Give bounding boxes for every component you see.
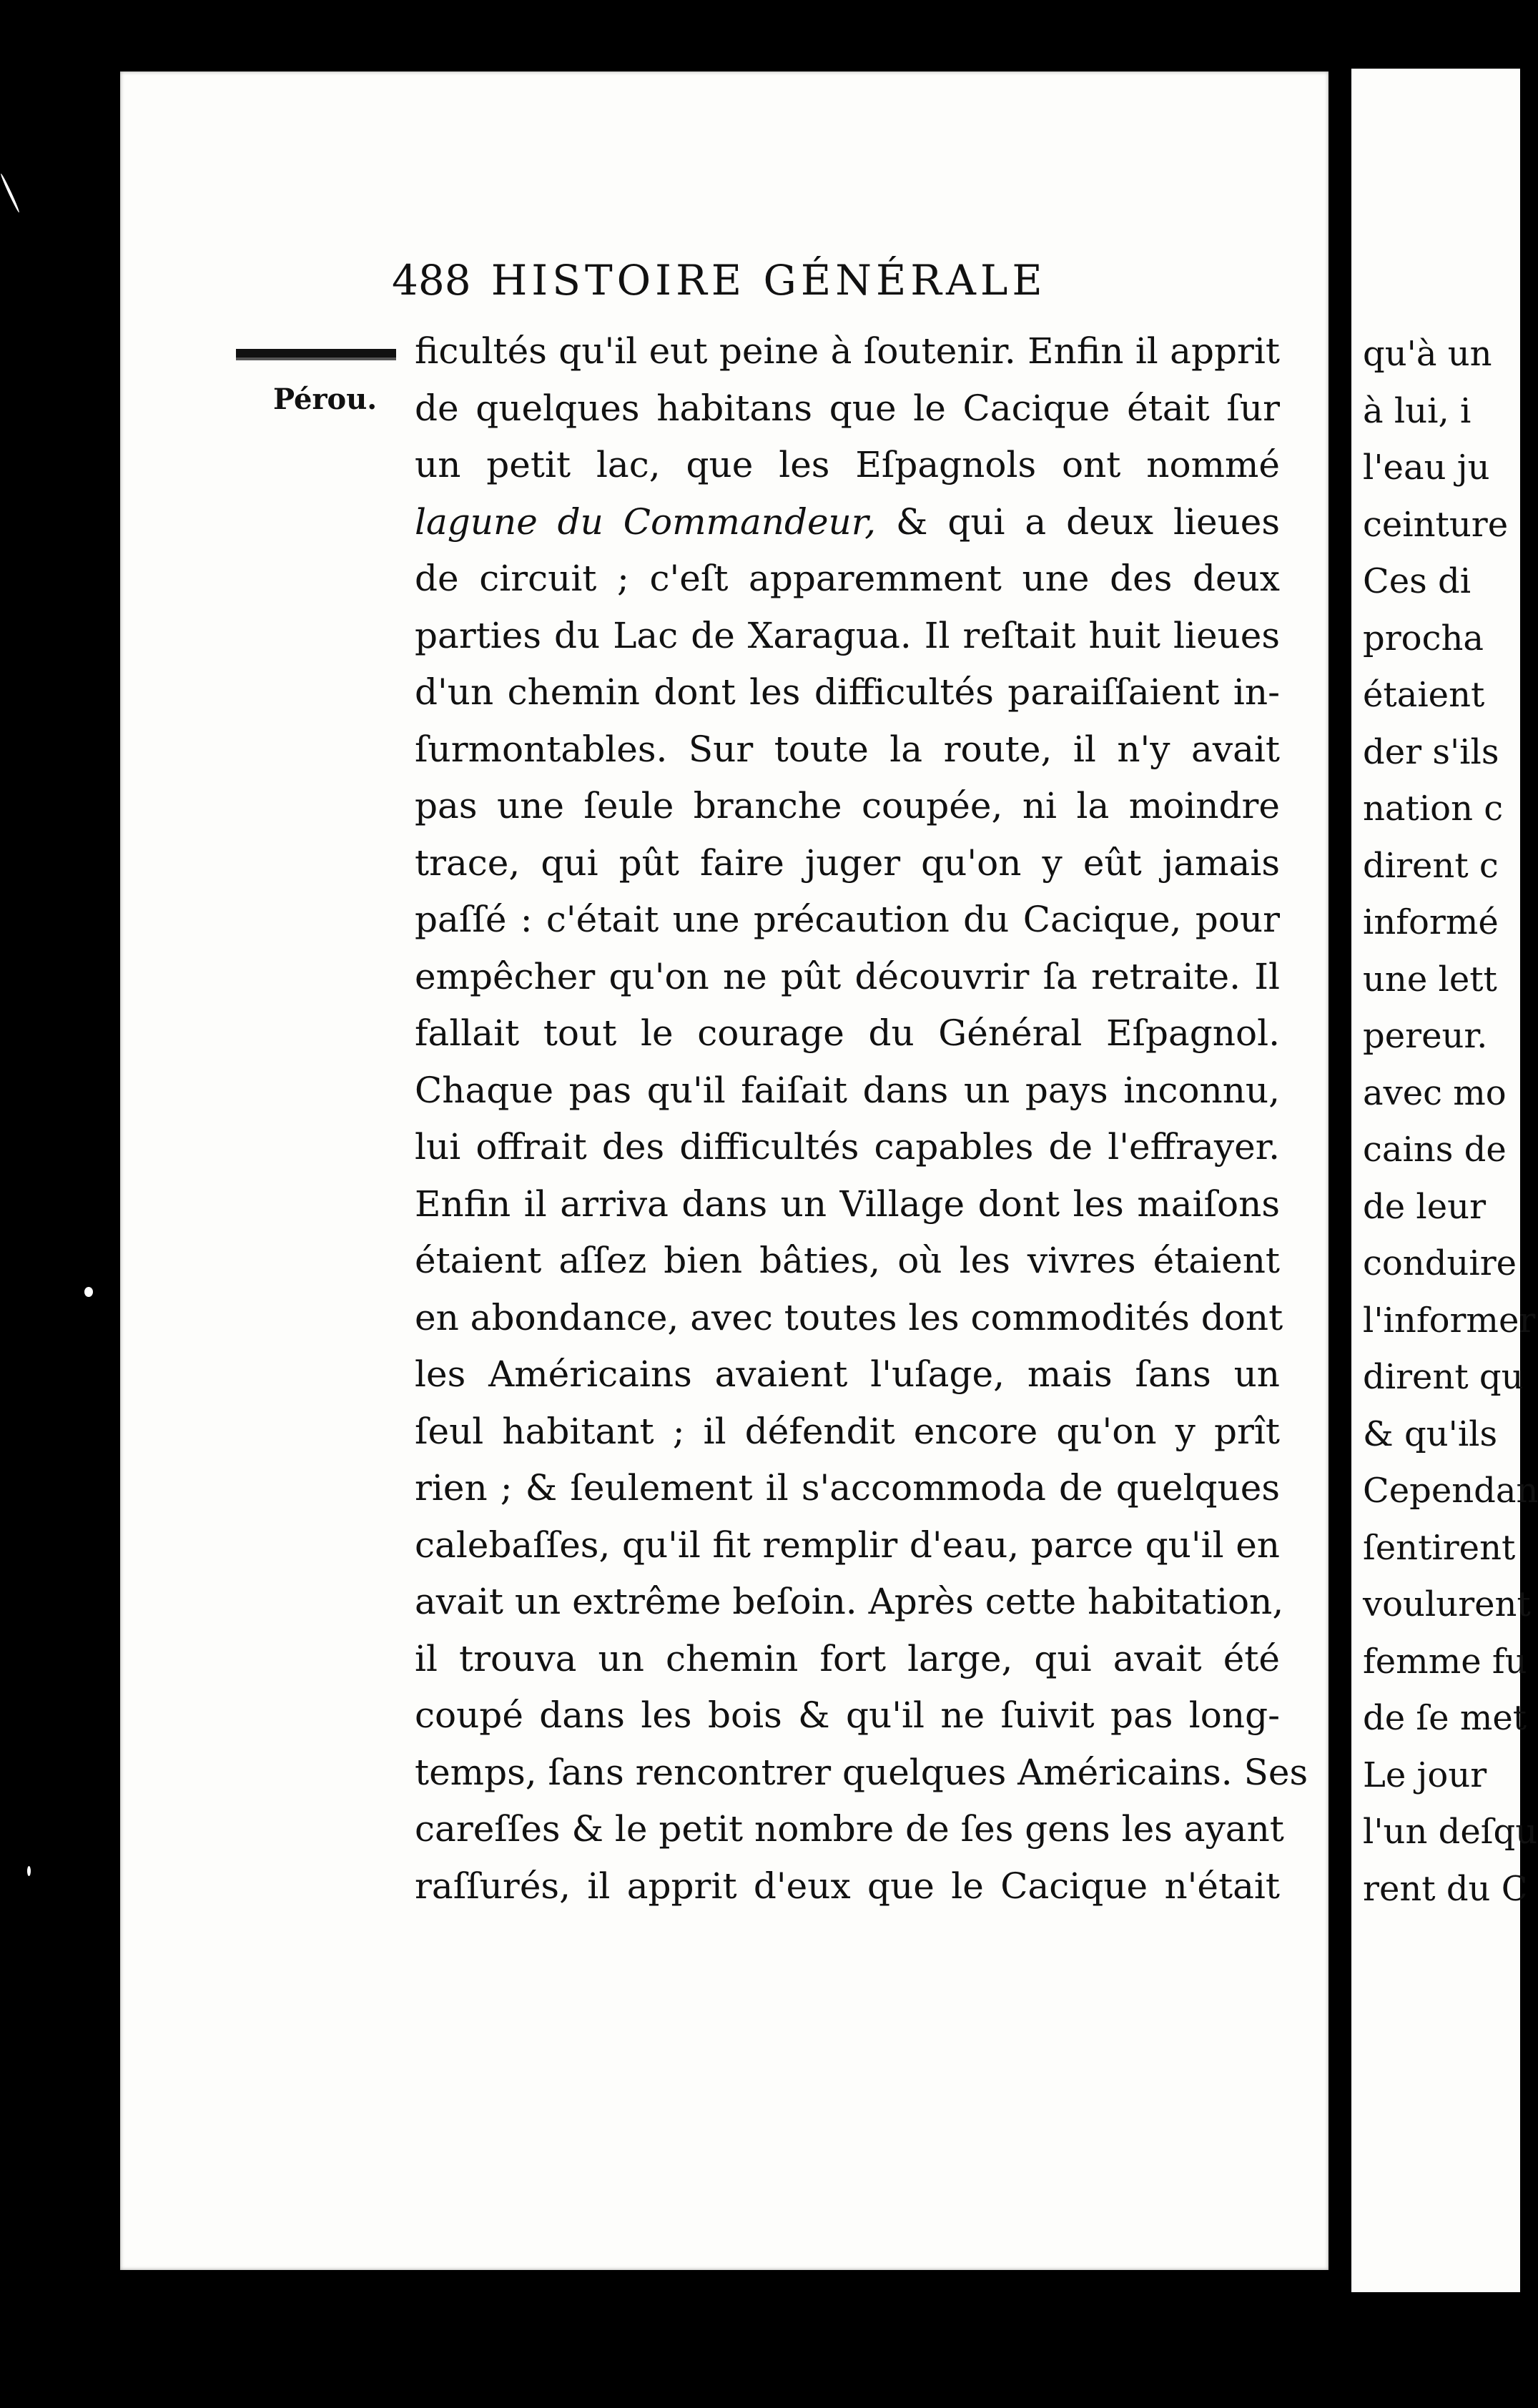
margin-rule bbox=[236, 349, 396, 360]
text-line: Enfin il arriva dans un Village dont les maiſons bbox=[415, 1183, 1280, 1225]
text-line: un petit lac, que les Eſpagnols ont nommé bbox=[415, 444, 1280, 485]
text-line: fallait tout le courage du Général Eſpagnol. bbox=[415, 1012, 1280, 1054]
text-line: temps, ſans rencontrer quelques Américains. Ses bbox=[415, 1751, 1308, 1793]
text-line: à lui, i bbox=[1363, 390, 1472, 431]
page-number: 488 bbox=[392, 256, 471, 305]
text-line: avait un extrême beſoin. Après cette habitation, bbox=[415, 1581, 1284, 1622]
text-line: pas une ſeule branche coupée, ni la moindre bbox=[415, 785, 1280, 826]
text-line: & qu'ils bbox=[1363, 1413, 1498, 1454]
text-line: coupé dans les bois & qu'il ne ſuivit pas long- bbox=[415, 1694, 1280, 1736]
italic-phrase: lagune du Commandeur, bbox=[415, 500, 877, 543]
text-line: raſſurés, il apprit d'eux que le Cacique n'était bbox=[415, 1865, 1280, 1907]
scan-speck bbox=[0, 173, 20, 213]
text-line: procha bbox=[1363, 618, 1484, 658]
text-line: en abondance, avec toutes les commodités dont bbox=[415, 1296, 1283, 1338]
text-line: l'eau ju bbox=[1363, 448, 1490, 488]
text-line: de ſe met bbox=[1363, 1698, 1527, 1738]
text-line: ſentirent bbox=[1363, 1527, 1516, 1568]
text-line: paſſé : c'était une précaution du Cacique, pour bbox=[415, 899, 1280, 940]
body-text bbox=[415, 323, 1308, 1915]
text-line: qu'à un bbox=[1363, 334, 1492, 374]
text-line: nation c bbox=[1363, 789, 1504, 829]
text-line: ficultés qu'il eut peine à ſoutenir. Enfin il apprit bbox=[415, 330, 1280, 372]
text-line: étaient bbox=[1363, 675, 1485, 715]
text-line: cains de bbox=[1363, 1130, 1507, 1170]
text-line: d'un chemin dont les difficultés paraiſſaient in- bbox=[415, 671, 1280, 713]
text-line: empêcher qu'on ne pût découvrir ſa retraite. Il bbox=[415, 955, 1280, 997]
text-line: rent du C bbox=[1363, 1868, 1528, 1909]
text-line: l'un deſqu bbox=[1363, 1812, 1538, 1852]
text-line: dirent c bbox=[1363, 845, 1499, 886]
text-line: l'informer bbox=[1363, 1300, 1536, 1341]
text-line: der s'ils bbox=[1363, 731, 1499, 772]
text-line: les Américains avaient l'uſage, mais ſans un bbox=[415, 1353, 1280, 1395]
text-line: Cependan bbox=[1363, 1471, 1538, 1511]
right-page-text bbox=[1363, 326, 1538, 1918]
text-line: rien ; & ſeulement il s'accommoda de quelques bbox=[415, 1467, 1280, 1509]
text-line: de leur bbox=[1363, 1186, 1487, 1227]
scan-speck bbox=[27, 1866, 31, 1876]
text-line: Le jour bbox=[1363, 1755, 1487, 1795]
text-line: ſeul habitant ; il défendit encore qu'on y prît bbox=[415, 1410, 1280, 1452]
text-line: trace, qui pût faire juger qu'on y eût jamais bbox=[415, 842, 1280, 884]
margin-note: Pérou. bbox=[273, 383, 378, 416]
text-line: conduire bbox=[1363, 1243, 1517, 1283]
text-line: étaient aſſez bien bâties, où les vivres étaient bbox=[415, 1240, 1280, 1281]
text-line: dirent qu bbox=[1363, 1357, 1524, 1397]
text-line: Ces di bbox=[1363, 561, 1472, 601]
text-line: de quelques habitans que le Cacique était ſur bbox=[415, 387, 1280, 429]
text-line: pereur. bbox=[1363, 1016, 1488, 1056]
text-line: calebaſſes, qu'il fit remplir d'eau, parce qu'il en bbox=[415, 1524, 1280, 1566]
text-line: Chaque pas qu'il faiſait dans un pays inconnu, bbox=[415, 1069, 1280, 1111]
text-line: de circuit ; c'eſt apparemment une des deux bbox=[415, 558, 1280, 599]
text-line: une lett bbox=[1363, 959, 1497, 1000]
text-line: ſurmontables. Sur toute la route, il n'y avait bbox=[415, 728, 1280, 770]
text-line: parties du Lac de Xaragua. Il reſtait huit lieues bbox=[415, 614, 1280, 656]
text-line: informé bbox=[1363, 902, 1499, 942]
text-line: voulurent bbox=[1363, 1584, 1531, 1624]
text-line: lagune du Commandeur, & qui a deux lieues bbox=[415, 500, 1280, 543]
text-line: careſſes & le petit nombre de ſes gens les ayant bbox=[415, 1808, 1284, 1850]
text-line: il trouva un chemin fort large, qui avait été bbox=[415, 1637, 1280, 1679]
text-line: lui offrait des difficultés capables de l'effrayer. bbox=[415, 1126, 1280, 1168]
scan-speck bbox=[84, 1287, 93, 1297]
text-line: avec mo bbox=[1363, 1072, 1507, 1113]
running-title: HISTOIRE GÉNÉRALE bbox=[491, 256, 1047, 305]
running-head bbox=[392, 256, 1047, 305]
text-line: femme fu bbox=[1363, 1641, 1527, 1682]
text-line: ceinture bbox=[1363, 504, 1509, 545]
